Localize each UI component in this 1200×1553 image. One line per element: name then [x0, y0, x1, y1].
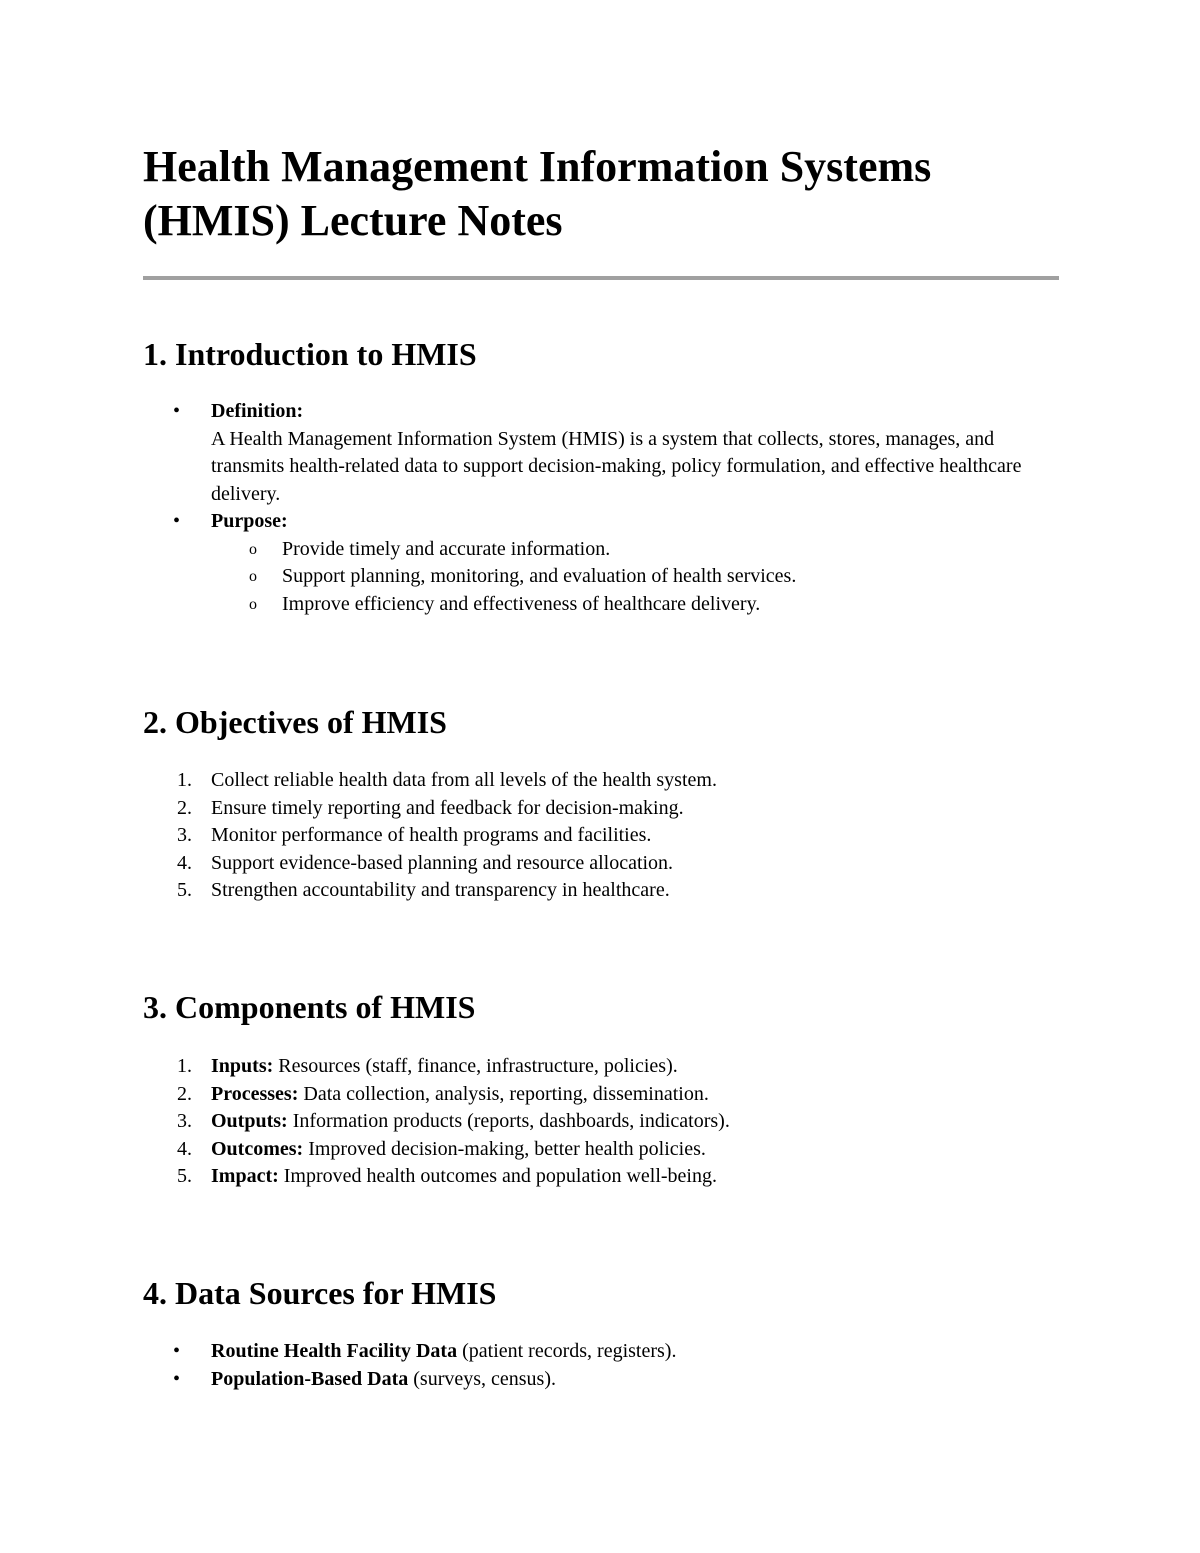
section-heading-components: 3. Components of HMIS [143, 989, 476, 1025]
data-source-text: (surveys, census). [408, 1367, 556, 1390]
bullet-icon: • [173, 510, 181, 532]
sub-bullet-icon: o [249, 595, 257, 613]
component-label: Outputs: [211, 1110, 288, 1132]
list-item [143, 850, 1043, 878]
bullet-icon: • [173, 400, 181, 422]
component-text: Improved decision-making, better health policies. [303, 1137, 706, 1160]
list-number: 1. [177, 769, 192, 791]
list-item [143, 1163, 1043, 1191]
objective-text: Strengthen accountability and transparency in healthcare. [211, 879, 670, 901]
list-item [143, 795, 1043, 823]
purpose-item [211, 591, 1043, 619]
list-number: 5. [177, 879, 192, 901]
list-number: 2. [177, 1082, 192, 1105]
list-item [143, 877, 1043, 905]
objective-text: Collect reliable health data from all levels of the health system. [211, 769, 717, 791]
list-item [143, 1108, 1043, 1136]
bullet-icon: • [173, 1340, 181, 1362]
objectives-list [143, 767, 1043, 905]
list-item [143, 822, 1043, 850]
list-number: 3. [177, 824, 192, 846]
list-number: 3. [177, 1110, 192, 1132]
list-number: 4. [177, 851, 192, 874]
objective-text: Monitor performance of health programs and facilities. [211, 824, 652, 846]
bullet-icon: • [173, 1367, 181, 1390]
purpose-label: Purpose: [211, 510, 288, 532]
list-number: 5. [177, 1165, 192, 1187]
purpose-item [211, 536, 1043, 564]
data-sources-list [143, 1338, 1043, 1393]
sub-bullet-icon: o [249, 540, 257, 558]
section-heading-introduction: 1. Introduction to HMIS [143, 336, 477, 372]
component-text: Data collection, analysis, reporting, dissemination. [298, 1082, 709, 1105]
section-heading-data-sources: 4. Data Sources for HMIS [143, 1275, 497, 1311]
definition-text: A Health Management Information System (HMIS) is a system that collects, stores, manages, and transmits health-related data to support decision-making, policy formulation, and effective healthcare delivery. [211, 427, 1022, 505]
purpose-item-text: Provide timely and accurate information. [282, 537, 611, 560]
list-item [143, 767, 1043, 795]
data-source-label: Population-Based Data [211, 1367, 409, 1390]
list-item [143, 1338, 1043, 1366]
sub-bullet-icon: o [249, 568, 257, 585]
list-number: 1. [177, 1055, 192, 1077]
section-heading-objectives: 2. Objectives of HMIS [143, 704, 447, 740]
list-item [143, 1053, 1043, 1081]
list-item-purpose [143, 508, 1043, 618]
list-number: 4. [177, 1137, 192, 1160]
purpose-sublist [211, 536, 1043, 619]
component-text: Improved health outcomes and population well-being. [278, 1165, 717, 1187]
component-text: Resources (staff, finance, infrastructure, policies). [273, 1055, 678, 1077]
component-label: Impact: [211, 1165, 279, 1187]
data-source-label: Routine Health Facility Data [211, 1340, 458, 1362]
component-label: Outcomes: [211, 1137, 304, 1160]
list-item [143, 1081, 1043, 1109]
data-source-text: (patient records, registers). [457, 1340, 677, 1362]
objective-text: Ensure timely reporting and feedback for decision-making. [211, 796, 684, 819]
introduction-list [143, 398, 1043, 618]
purpose-item-text: Support planning, monitoring, and evaluation of health services. [282, 565, 797, 587]
page-title: Health Management Information Systems (HMIS) Lecture Notes [143, 142, 932, 245]
component-label: Inputs: [211, 1055, 274, 1077]
purpose-item [211, 563, 1043, 591]
list-item [143, 1136, 1043, 1164]
components-list [143, 1053, 1043, 1191]
component-text: Information products (reports, dashboards, indicators). [287, 1110, 730, 1132]
list-number: 2. [177, 796, 192, 819]
list-item-definition [143, 398, 1043, 508]
definition-label: Definition: [211, 400, 304, 422]
horizontal-rule [143, 276, 1059, 280]
objective-text: Support evidence-based planning and resource allocation. [211, 851, 674, 874]
purpose-item-text: Improve efficiency and effectiveness of healthcare delivery. [282, 592, 761, 615]
list-item [143, 1366, 1043, 1394]
component-label: Processes: [211, 1082, 299, 1105]
